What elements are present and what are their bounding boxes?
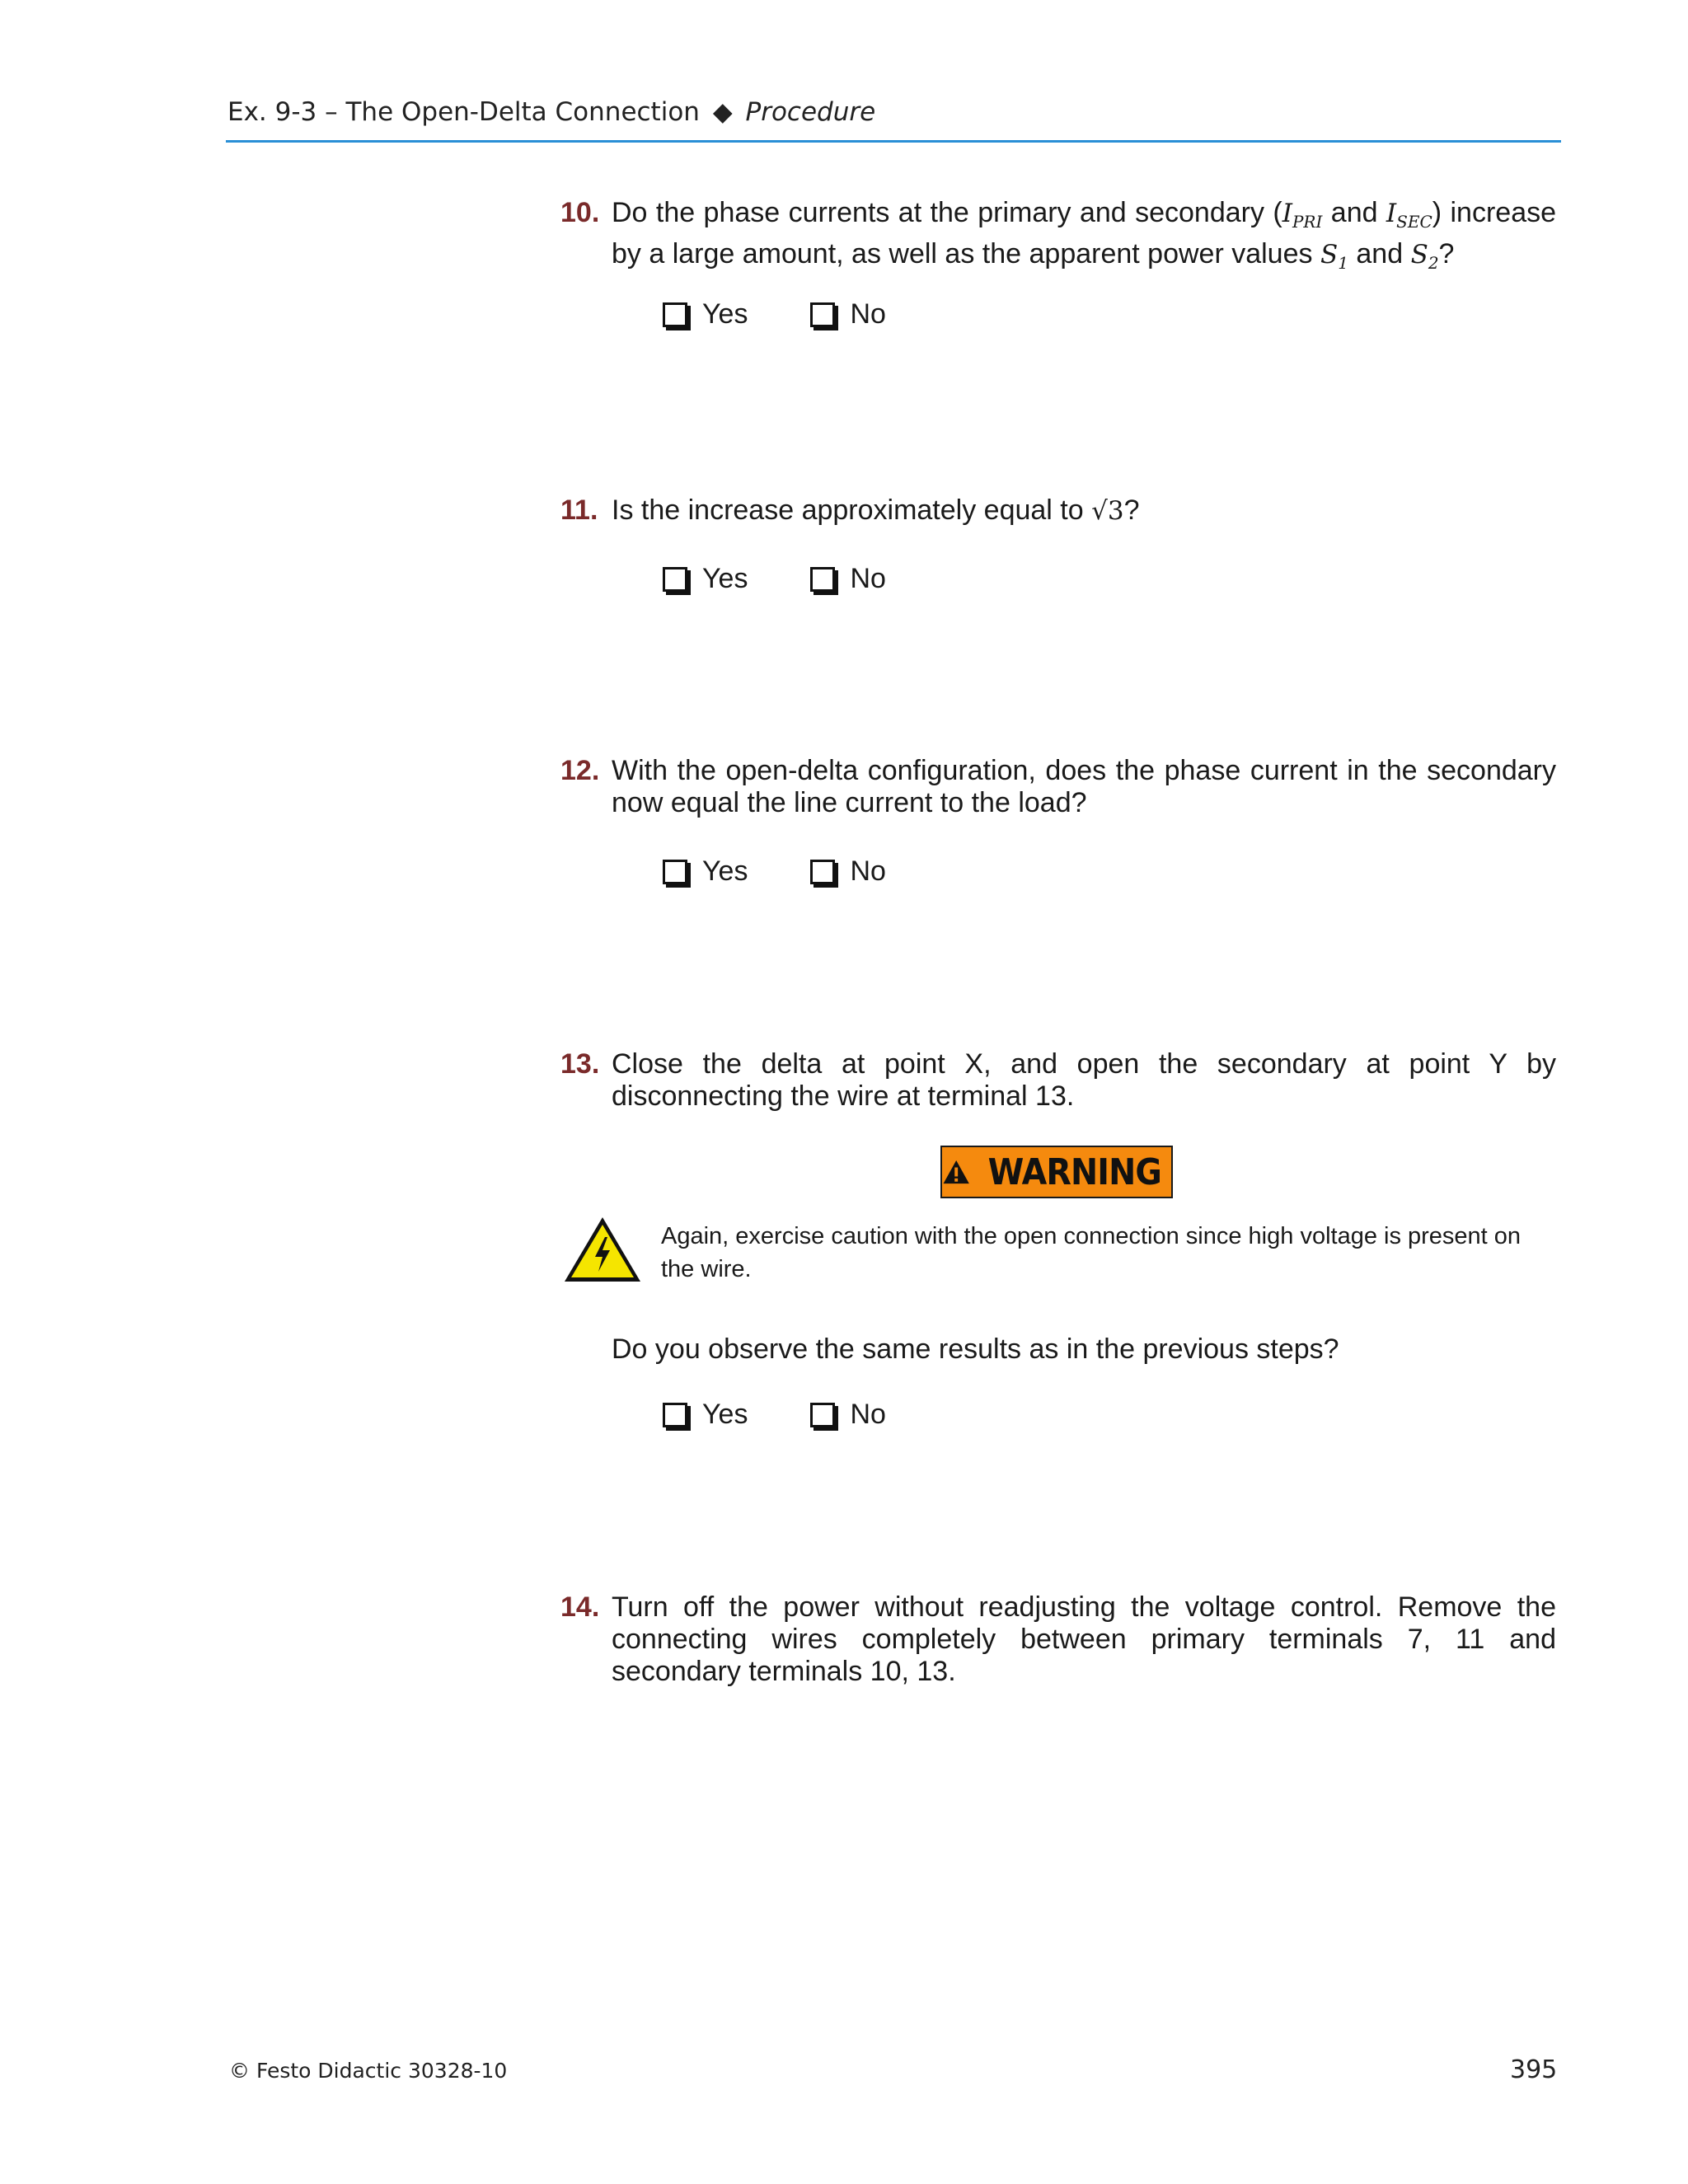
choice-label: No (850, 1399, 886, 1430)
warning-badge (940, 1146, 1173, 1198)
no-option[interactable] (810, 1399, 885, 1431)
step-12 (560, 755, 1556, 819)
text-run: Is the increase approximately equal to (612, 494, 1092, 526)
answer-choices-11 (663, 563, 949, 595)
choice-label: Yes (702, 298, 748, 330)
choice-label: Yes (702, 855, 748, 887)
math-symbol: S (1410, 240, 1428, 270)
header-title: Ex. 9-3 – The Open-Delta Connection (227, 97, 700, 127)
math-subscript: 2 (1428, 253, 1439, 274)
answer-choices-10 (663, 298, 949, 330)
yes-option[interactable] (663, 298, 748, 330)
checkbox-icon[interactable] (663, 567, 687, 592)
warning-triangle-icon (942, 1155, 970, 1188)
step-text (612, 494, 1556, 527)
step-11 (560, 494, 1556, 527)
checkbox-icon[interactable] (810, 302, 835, 327)
answer-choices-12 (663, 855, 949, 888)
math-s1 (1320, 240, 1348, 274)
checkbox-icon[interactable] (663, 302, 687, 327)
checkbox-icon[interactable] (810, 1403, 835, 1427)
step-text: With the open-delta configuration, does the phase current in the secondary now equal the line current to the load? (612, 755, 1556, 818)
text-run: and (1348, 238, 1411, 270)
high-voltage-icon (562, 1214, 643, 1285)
no-option[interactable] (810, 298, 885, 330)
step-14 (560, 1591, 1556, 1688)
answer-choices-13 (663, 1399, 949, 1431)
math-subscript: 1 (1338, 253, 1348, 274)
text-run: and (1322, 197, 1386, 228)
step-number: 14. (560, 1591, 600, 1623)
math-sqrt3: √3 (1091, 496, 1124, 526)
math-subscript: PRI (1292, 212, 1323, 232)
math-ipri (1282, 199, 1323, 232)
warning-label: WARNING (988, 1151, 1162, 1193)
no-option[interactable] (810, 855, 885, 888)
math-subscript: SEC (1396, 212, 1432, 232)
yes-option[interactable] (663, 1399, 748, 1431)
step-text: Close the delta at point X, and open the secondary at point Y by disconnecting the wire at terminal 13. (612, 1048, 1556, 1112)
page-number: 395 (1510, 2055, 1558, 2084)
checkbox-icon[interactable] (810, 567, 835, 592)
header-section: Procedure (745, 97, 876, 127)
text-run: Do the phase currents at the primary and secondary ( (612, 197, 1282, 228)
math-symbol: I (1282, 199, 1292, 228)
warning-text: Again, exercise caution with the open connection since high voltage is present on the wire. (661, 1223, 1522, 1282)
step-text (612, 197, 1556, 279)
choice-label: Yes (702, 563, 748, 594)
choice-label: Yes (702, 1399, 748, 1430)
math-s2 (1410, 240, 1439, 274)
yes-option[interactable] (663, 855, 748, 888)
step-number: 11. (560, 494, 598, 526)
math-symbol: S (1320, 240, 1339, 270)
text-run: ) increase by a large amount, as well as the apparent power values (612, 197, 1557, 270)
yes-option[interactable] (663, 563, 748, 595)
step-text: Turn off the power without readjusting the voltage control. Remove the connecting wires completely between primary terminals 7, 11 and secondary terminals 10, 13. (612, 1591, 1556, 1687)
choice-label: No (850, 298, 886, 330)
footer-copyright: © Festo Didactic 30328-10 (229, 2059, 508, 2083)
math-isec (1386, 199, 1432, 232)
choice-label: No (850, 855, 886, 887)
no-option[interactable] (810, 563, 885, 595)
step-number: 12. (560, 755, 600, 786)
step-number: 13. (560, 1048, 600, 1080)
math-symbol: I (1386, 199, 1397, 228)
checkbox-icon[interactable] (810, 860, 835, 884)
text-run: ? (1438, 238, 1455, 270)
diamond-icon: ◆ (712, 97, 733, 127)
checkbox-icon[interactable] (663, 860, 687, 884)
header-rule (226, 140, 1561, 143)
checkbox-icon[interactable] (663, 1403, 687, 1427)
step-number: 10. (560, 197, 600, 228)
step-10 (560, 197, 1556, 279)
step-13-question: Do you observe the same results as in the previous steps? (612, 1333, 1339, 1365)
text-run: ? (1123, 494, 1140, 526)
choice-label: No (850, 563, 886, 594)
step-13 (560, 1048, 1556, 1113)
page-header (227, 97, 1559, 127)
